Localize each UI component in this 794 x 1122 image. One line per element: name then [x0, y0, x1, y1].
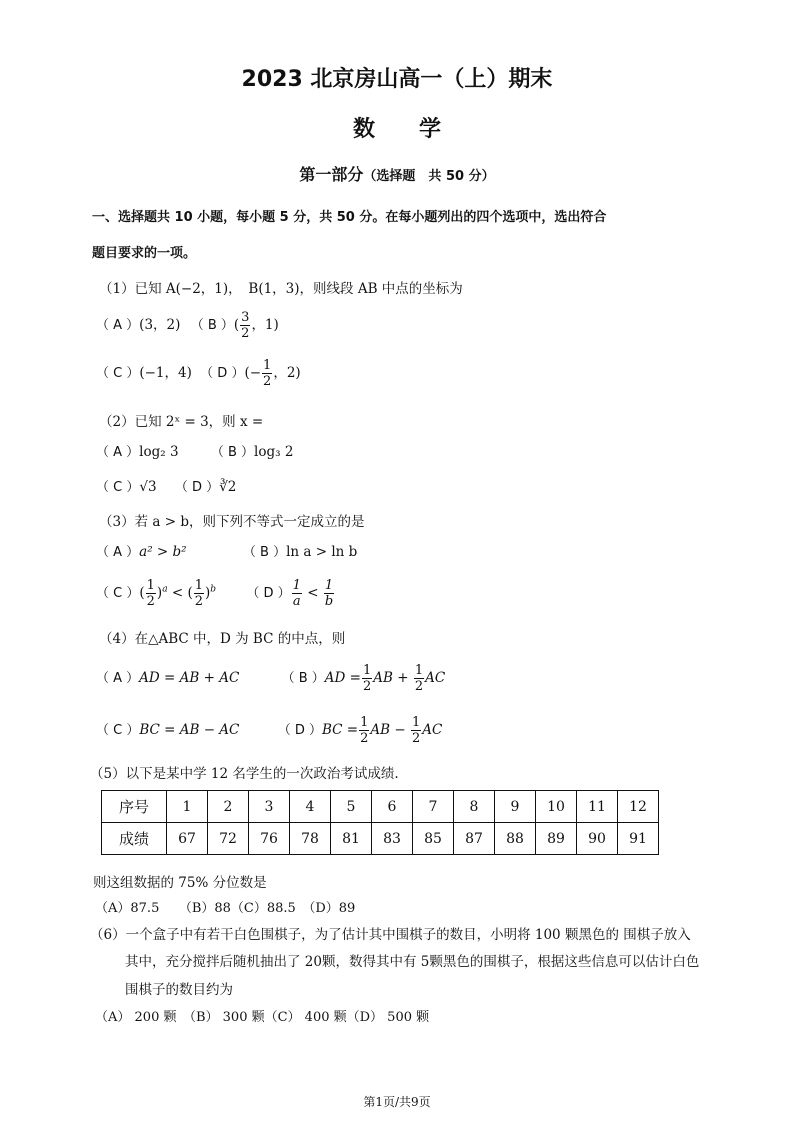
- option-label-d: （ D ）: [174, 480, 220, 495]
- q6-options: （A） 200 颗 （B） 300 颗（C） 400 颗（D） 500 颗: [95, 1010, 430, 1025]
- q4-option-c: BC = AB − AC: [139, 722, 240, 738]
- q4-option-d-fraction-2: [411, 715, 421, 746]
- q6-stem-line2: 其中，充分搅拌后随机抽出了 20颗，数得其中有 5颗黑色的围棋子，根据这些信息可以估计白色: [125, 954, 700, 970]
- option-label-c: （ C ）: [96, 723, 140, 738]
- section-instruction-line1: 一、选择题共 10 小题，每小题 5 分，共 50 分。在每小题列出的四个选项中，选出符合: [92, 210, 607, 225]
- part-heading: [0, 162, 794, 185]
- page-title: 2023 北京房山高一（上）期末: [241, 67, 553, 92]
- fraction-denominator: 2: [360, 731, 369, 746]
- table-cell: 7: [413, 791, 454, 823]
- fraction-numerator: 1: [263, 358, 272, 373]
- option-label-d: （ D ）: [277, 723, 322, 738]
- option-label-c: （ C ）: [96, 586, 140, 601]
- fraction-denominator: 2: [414, 679, 424, 694]
- option-label-b: （ B ）: [210, 445, 255, 460]
- q1-options-cd: （ C ）(−1，4) （ D ）(− $\frac{1}{2}$ ，2): [96, 358, 301, 389]
- q3-options-cd: （ C ）( $\frac{1}{2}$ )$^a$ < ( $\frac{1}{2}$ )$^b$ （ D ） $\frac{1}{a}$ < $\frac{1}{b}$: [96, 578, 334, 609]
- table-cell: 78: [290, 823, 331, 855]
- table-cell: 10: [536, 791, 577, 823]
- q1-stem: （1）已知 A(−2，1)， B(1，3)，则线段 AB 中点的坐标为: [99, 281, 463, 297]
- q4-option-d-lhs: BC =: [321, 722, 359, 738]
- q2-option-d: ∛2: [219, 479, 237, 495]
- part-note: （选择题 共 50 分）: [363, 169, 495, 184]
- q5-options: （A）87.5 （B）88（C）88.5 （D）89: [95, 901, 356, 916]
- table-cell: 85: [413, 823, 454, 855]
- table-cell: 72: [208, 823, 249, 855]
- fraction-denominator: 2: [362, 679, 372, 694]
- q2-option-c: √3: [139, 479, 157, 495]
- table-cell: 81: [331, 823, 372, 855]
- fraction-numerator: 1: [324, 578, 334, 593]
- q4-option-b-lhs: AD =: [324, 670, 361, 686]
- q2-stem: （2）已知 2ˣ = 3，则 x =: [99, 414, 264, 430]
- option-label-a: （ A ）: [96, 545, 140, 560]
- q5-ask: 则这组数据的 75% 分位数是: [93, 875, 267, 891]
- fraction-numerator: 1: [292, 578, 301, 593]
- q2-options-ab: [96, 441, 293, 460]
- table-row: [102, 791, 659, 823]
- score-table: [101, 790, 659, 855]
- table-header-cell: 序号: [102, 791, 167, 823]
- q4-stem: （4）在△ABC 中，D 为 BC 的中点，则: [99, 631, 346, 647]
- table-cell: 88: [495, 823, 536, 855]
- table-cell: 1: [167, 791, 208, 823]
- fraction-numerator: 1: [362, 663, 372, 678]
- table-cell: 89: [536, 823, 577, 855]
- q1-option-c: (−1，4): [139, 365, 192, 381]
- q4-option-d-fraction-1: [359, 715, 369, 746]
- q3-options-ab: [96, 541, 357, 560]
- option-label-b: （ B ）: [190, 318, 234, 333]
- q2-options-cd: [96, 476, 236, 495]
- fraction-numerator: 1: [360, 715, 369, 730]
- q3-option-d-fraction-1: [292, 578, 302, 609]
- q3-option-c-fraction-1: [146, 578, 156, 609]
- fraction-denominator: 2: [241, 326, 250, 341]
- table-cell: 9: [495, 791, 536, 823]
- part-label: 第一部分: [299, 165, 364, 184]
- q3-option-c-fraction-2: [194, 578, 204, 609]
- subject-title: 数 学: [352, 117, 441, 142]
- table-cell: 67: [167, 823, 208, 855]
- table-header-cell: 成绩: [102, 823, 167, 855]
- fraction-denominator: 2: [263, 374, 272, 389]
- fraction-numerator: 1: [411, 715, 421, 730]
- q1-option-a: (3，2): [139, 317, 181, 333]
- q4-option-a: AD = AB + AC: [139, 670, 240, 686]
- q4-options-cd: （ C ）BC = AB − AC （ D ）BC = $\frac{1}{2}$ AB − $\frac{1}{2}$ AC: [96, 715, 443, 746]
- option-label-a: （ A ）: [96, 671, 140, 686]
- q6-stem-line1: （6）一个盒子中有若干白色围棋子，为了估计其中围棋子的数目，小明将 100 颗黑色的 围棋子放入: [90, 927, 691, 943]
- fraction-numerator: 1: [194, 578, 204, 593]
- q5-stem: （5）以下是某中学 12 名学生的一次政治考试成绩.: [90, 766, 399, 782]
- q6-stem-line3: 围棋子的数目约为: [125, 982, 233, 998]
- q1-option-b-tail: ，1): [251, 317, 279, 333]
- q3-option-d-fraction-2: [324, 578, 334, 609]
- table-cell: 87: [454, 823, 495, 855]
- fraction-denominator: 2: [194, 594, 204, 609]
- q3-option-a: a² > b²: [139, 544, 187, 560]
- table-row: [102, 823, 659, 855]
- option-label-d: （ D ）: [246, 586, 291, 601]
- option-label-a: （ A ）: [96, 318, 140, 333]
- q1-option-d-tail: ，2): [273, 365, 301, 381]
- q4-options-ab: （ A ）AD = AB + AC （ B ）AD = $\frac{1}{2}$ AB + $\frac{1}{2}$ AC: [96, 663, 446, 694]
- q4-option-b-fraction-1: [362, 663, 372, 694]
- fraction-numerator: 3: [241, 310, 250, 325]
- q2-option-a: log₂ 3: [139, 444, 179, 460]
- q1-options-ab: （ A ）(3，2) （ B ）( $\frac{3}{2}$ ，1): [96, 310, 279, 341]
- table-cell: 12: [618, 791, 659, 823]
- option-label-b: （ B ）: [242, 545, 287, 560]
- fraction-numerator: 1: [146, 578, 155, 593]
- option-label-d: （ D ）: [200, 366, 245, 381]
- table-cell: 5: [331, 791, 372, 823]
- option-label-b: （ B ）: [281, 671, 325, 686]
- table-cell: 76: [249, 823, 290, 855]
- fraction-numerator: 1: [414, 663, 424, 678]
- table-cell: 11: [577, 791, 618, 823]
- q1-option-b-fraction: [240, 310, 250, 341]
- fraction-denominator: 2: [146, 594, 155, 609]
- q3-stem: （3）若 a > b，则下列不等式一定成立的是: [99, 514, 365, 530]
- table-cell: 91: [618, 823, 659, 855]
- fraction-denominator: b: [324, 594, 334, 609]
- table-cell: 6: [372, 791, 413, 823]
- q3-option-b: ln a > ln b: [286, 544, 358, 560]
- fraction-denominator: a: [292, 594, 301, 609]
- table-cell: 90: [577, 823, 618, 855]
- table-cell: 3: [249, 791, 290, 823]
- table-cell: 4: [290, 791, 331, 823]
- fraction-denominator: 2: [411, 731, 421, 746]
- option-label-c: （ C ）: [96, 366, 140, 381]
- table-cell: 83: [372, 823, 413, 855]
- section-instruction-line2: 题目要求的一项。: [92, 246, 197, 261]
- option-label-c: （ C ）: [96, 480, 140, 495]
- table-cell: 8: [454, 791, 495, 823]
- q2-option-b: log₃ 2: [254, 444, 294, 460]
- page-number: 第1页/共9页: [363, 1095, 431, 1109]
- q1-option-d-fraction: [262, 358, 272, 389]
- q4-option-b-fraction-2: [414, 663, 424, 694]
- table-cell: 2: [208, 791, 249, 823]
- option-label-a: （ A ）: [96, 445, 140, 460]
